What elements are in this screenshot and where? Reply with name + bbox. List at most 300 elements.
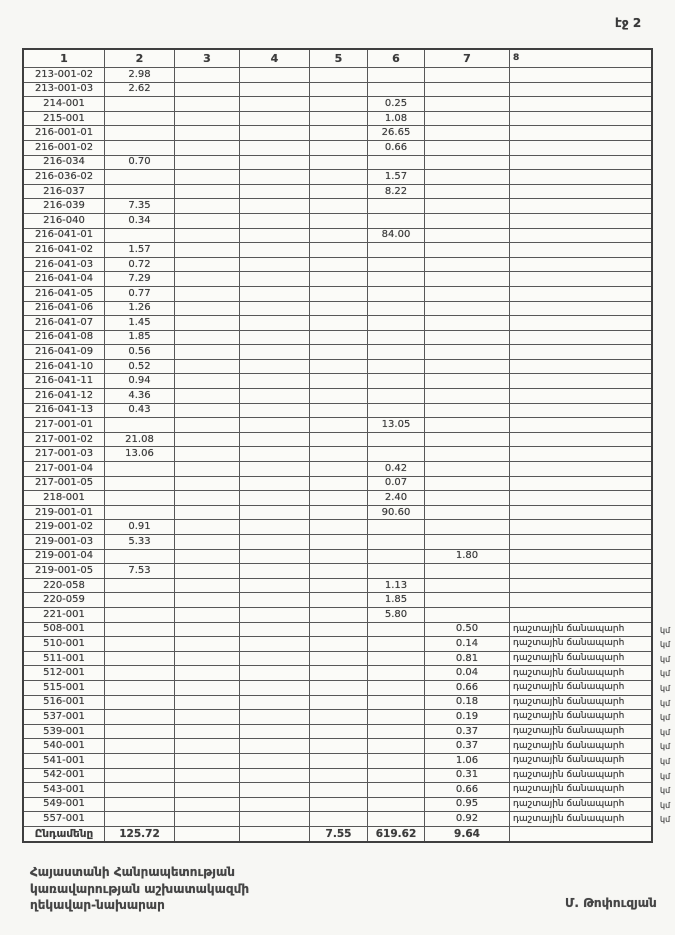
table-row [24, 491, 651, 506]
cell-col4 [240, 637, 310, 651]
table-row [24, 331, 651, 346]
header-cell: 2 [105, 50, 175, 67]
cell-code: 216-037 [24, 185, 105, 199]
cell-col5 [310, 97, 368, 111]
cell-col2: 7.53 [105, 564, 175, 578]
cell-col7 [425, 374, 510, 388]
cell-col6 [368, 199, 425, 213]
cell-col2: 0.52 [105, 360, 175, 374]
header-cell: 3 [175, 50, 240, 67]
table-row [24, 389, 651, 404]
cell-col4 [240, 374, 310, 388]
table-row [24, 696, 671, 711]
table-row [24, 404, 651, 419]
cell-code: 213-001-02 [24, 68, 105, 82]
cell-col8: դաշտային ճանապարհ [513, 784, 625, 795]
table-row [24, 535, 651, 550]
cell-col4 [240, 360, 310, 374]
cell-code: 516-001 [24, 696, 105, 710]
cell-col7 [425, 579, 510, 593]
cell-col3 [175, 477, 240, 491]
cell-col6: 1.08 [368, 112, 425, 126]
cell-col2 [105, 462, 175, 476]
cell-col7 [425, 83, 510, 97]
cell-col6 [368, 652, 425, 666]
cell-col2 [105, 623, 175, 637]
cell-col4 [240, 725, 310, 739]
cell-code: 216-041-12 [24, 389, 105, 403]
cell-col4 [240, 754, 310, 768]
cell-col4 [240, 783, 310, 797]
cell-col6 [368, 404, 425, 418]
cell-col8 [510, 229, 651, 243]
cell-col4 [240, 739, 310, 753]
cell-col8: դաշտային ճանապարհ [513, 711, 625, 722]
cell-col5 [310, 666, 368, 680]
cell-col8: դաշտային ճանապարհ [513, 740, 625, 751]
cell-col5 [310, 418, 368, 432]
footer-org [30, 864, 249, 914]
cell-col8 [510, 345, 651, 359]
cell-code: 216-041-05 [24, 287, 105, 301]
cell-col6 [368, 623, 425, 637]
cell-col7 [425, 506, 510, 520]
cell-col6: 2.40 [368, 491, 425, 505]
cell-col4 [240, 433, 310, 447]
cell-col7 [425, 287, 510, 301]
cell-col8 [510, 360, 651, 374]
cell-col2 [105, 593, 175, 607]
cell-col4 [240, 477, 310, 491]
cell-col2: 5.33 [105, 535, 175, 549]
cell-col3 [175, 798, 240, 812]
cell-col3 [175, 520, 240, 534]
row-margin-note: կմ [660, 683, 671, 693]
cell-col4 [240, 345, 310, 359]
cell-col6: 13.05 [368, 418, 425, 432]
cell-col7: 0.37 [425, 725, 510, 739]
cell-col2 [105, 506, 175, 520]
cell-col2 [105, 666, 175, 680]
cell-col7: 0.18 [425, 696, 510, 710]
table-row [24, 302, 651, 317]
cell-col5 [310, 447, 368, 461]
cell-col5 [310, 302, 368, 316]
cell-col2: 4.36 [105, 389, 175, 403]
cell-col8 [510, 68, 651, 82]
cell-col4 [240, 798, 310, 812]
cell-code: 219-001-05 [24, 564, 105, 578]
cell-col4 [240, 550, 310, 564]
cell-code: 512-001 [24, 666, 105, 680]
cell-col2 [105, 754, 175, 768]
table-row [24, 608, 651, 623]
data-table [22, 48, 671, 843]
cell-col8: դաշտային ճանապարհ [513, 667, 625, 678]
cell-col4 [240, 126, 310, 140]
cell-col3 [175, 374, 240, 388]
cell-col8 [510, 243, 651, 257]
cell-col8: դաշտային ճանապարհ [513, 769, 625, 780]
cell-col8 [510, 433, 651, 447]
cell-col2 [105, 112, 175, 126]
cell-col6 [368, 550, 425, 564]
cell-code: 217-001-05 [24, 477, 105, 491]
cell-code: 218-001 [24, 491, 105, 505]
cell-code: 216-041-03 [24, 258, 105, 272]
cell-col8 [510, 579, 651, 593]
cell-col6 [368, 331, 425, 345]
cell-col3 [175, 666, 240, 680]
table-row [24, 112, 651, 127]
cell-col8 [510, 126, 651, 140]
cell-col8 [510, 302, 651, 316]
cell-col5 [310, 316, 368, 330]
cell-col6: 619.62 [368, 827, 425, 842]
cell-col5 [310, 564, 368, 578]
cell-col8: դաշտային ճանապարհ [513, 813, 625, 824]
table-row [24, 345, 651, 360]
cell-col6 [368, 520, 425, 534]
table-row [24, 623, 671, 638]
cell-col5 [310, 272, 368, 286]
cell-col8: դաշտային ճանապարհ [513, 638, 625, 649]
cell-col8 [510, 214, 651, 228]
cell-col7 [425, 112, 510, 126]
cell-col5 [310, 579, 368, 593]
cell-col6 [368, 302, 425, 316]
cell-col2: 7.35 [105, 199, 175, 213]
cell-col8 [510, 593, 651, 607]
cell-col4 [240, 462, 310, 476]
cell-col7 [425, 243, 510, 257]
table-row [24, 593, 651, 608]
table-row [24, 462, 651, 477]
cell-code: 221-001 [24, 608, 105, 622]
cell-col2 [105, 783, 175, 797]
cell-col3 [175, 68, 240, 82]
header-cell: 8 [513, 53, 520, 63]
cell-col7 [425, 345, 510, 359]
cell-col3 [175, 462, 240, 476]
cell-col4 [240, 812, 310, 826]
table-row [24, 229, 651, 244]
cell-col8 [510, 272, 651, 286]
cell-col8 [510, 404, 651, 418]
cell-code: 539-001 [24, 725, 105, 739]
cell-col3 [175, 272, 240, 286]
cell-col5 [310, 681, 368, 695]
cell-col2: 13.06 [105, 447, 175, 461]
row-margin-note: կմ [660, 800, 671, 810]
cell-col5 [310, 739, 368, 753]
cell-col4 [240, 185, 310, 199]
cell-col2 [105, 725, 175, 739]
cell-code: 220-058 [24, 579, 105, 593]
cell-col5 [310, 783, 368, 797]
cell-col2 [105, 769, 175, 783]
cell-col7 [425, 418, 510, 432]
cell-code: 511-001 [24, 652, 105, 666]
cell-col8: դաշտային ճանապարհ [513, 696, 625, 707]
row-margin-note: կմ [660, 669, 671, 679]
cell-col5 [310, 652, 368, 666]
table-row [24, 433, 651, 448]
cell-col5 [310, 258, 368, 272]
cell-col3 [175, 652, 240, 666]
cell-col3 [175, 637, 240, 651]
cell-col4 [240, 258, 310, 272]
cell-col8 [510, 520, 651, 534]
cell-col2: 125.72 [105, 827, 175, 842]
cell-col6 [368, 637, 425, 651]
cell-col7 [425, 404, 510, 418]
cell-col3 [175, 550, 240, 564]
cell-col4 [240, 579, 310, 593]
table-row [24, 739, 671, 754]
cell-col3 [175, 360, 240, 374]
cell-col7: 0.31 [425, 769, 510, 783]
cell-col6 [368, 535, 425, 549]
cell-col2 [105, 710, 175, 724]
table-row [24, 637, 671, 652]
cell-col8 [510, 447, 651, 461]
table-row [24, 418, 651, 433]
cell-col7: 0.50 [425, 623, 510, 637]
table-row [24, 725, 671, 740]
cell-col4 [240, 535, 310, 549]
cell-code: Ընդամենը [24, 827, 105, 842]
cell-col6: 1.57 [368, 170, 425, 184]
page-label: էջ 2 [615, 16, 642, 30]
cell-col5 [310, 156, 368, 170]
cell-col3 [175, 783, 240, 797]
cell-col7 [425, 199, 510, 213]
cell-col6 [368, 710, 425, 724]
cell-col2: 2.62 [105, 83, 175, 97]
cell-col6 [368, 243, 425, 257]
cell-col7 [425, 433, 510, 447]
cell-col5 [310, 608, 368, 622]
cell-col4 [240, 491, 310, 505]
cell-col5 [310, 83, 368, 97]
cell-col8 [510, 535, 651, 549]
cell-col4 [240, 83, 310, 97]
cell-col7: 0.66 [425, 783, 510, 797]
cell-col8 [510, 141, 651, 155]
cell-col7 [425, 564, 510, 578]
cell-col3 [175, 491, 240, 505]
table-row [24, 754, 671, 769]
cell-col2: 0.72 [105, 258, 175, 272]
cell-col5 [310, 374, 368, 388]
cell-code: 220-059 [24, 593, 105, 607]
cell-col6: 0.25 [368, 97, 425, 111]
cell-col3 [175, 345, 240, 359]
cell-col5 [310, 798, 368, 812]
cell-col6 [368, 564, 425, 578]
cell-col7 [425, 593, 510, 607]
cell-col3 [175, 535, 240, 549]
cell-col5 [310, 345, 368, 359]
cell-col2 [105, 696, 175, 710]
cell-col3 [175, 199, 240, 213]
cell-code: 508-001 [24, 623, 105, 637]
cell-col7 [425, 156, 510, 170]
table-row [24, 769, 671, 784]
cell-code: 219-001-03 [24, 535, 105, 549]
cell-col4 [240, 623, 310, 637]
header-cell: 6 [368, 50, 425, 67]
cell-col7 [425, 68, 510, 82]
cell-col2: 0.43 [105, 404, 175, 418]
table-row [24, 374, 651, 389]
cell-col6: 0.66 [368, 141, 425, 155]
header-cell: 4 [240, 50, 310, 67]
cell-code: 510-001 [24, 637, 105, 651]
cell-col5 [310, 754, 368, 768]
cell-col5 [310, 287, 368, 301]
cell-col6 [368, 769, 425, 783]
cell-col2 [105, 229, 175, 243]
cell-col5 [310, 506, 368, 520]
cell-col5 [310, 710, 368, 724]
cell-col7: 0.19 [425, 710, 510, 724]
cell-col4 [240, 506, 310, 520]
cell-col2 [105, 798, 175, 812]
cell-col4 [240, 331, 310, 345]
cell-col5 [310, 462, 368, 476]
cell-code: 216-041-08 [24, 331, 105, 345]
cell-col2 [105, 418, 175, 432]
cell-col3 [175, 418, 240, 432]
cell-col7 [425, 331, 510, 345]
cell-col2 [105, 141, 175, 155]
cell-col7 [425, 447, 510, 461]
cell-col2 [105, 637, 175, 651]
cell-col4 [240, 681, 310, 695]
cell-col7 [425, 141, 510, 155]
cell-col2 [105, 652, 175, 666]
cell-col5 [310, 141, 368, 155]
table-header-row [24, 50, 651, 68]
cell-col4 [240, 272, 310, 286]
cell-col4 [240, 316, 310, 330]
cell-col6: 26.65 [368, 126, 425, 140]
cell-col5 [310, 637, 368, 651]
cell-col8 [510, 389, 651, 403]
cell-col4 [240, 593, 310, 607]
cell-col3 [175, 769, 240, 783]
cell-col7 [425, 491, 510, 505]
cell-code: 217-001-01 [24, 418, 105, 432]
cell-col4 [240, 170, 310, 184]
cell-col2 [105, 477, 175, 491]
cell-col4 [240, 827, 310, 842]
cell-col3 [175, 579, 240, 593]
cell-col3 [175, 447, 240, 461]
cell-col3 [175, 754, 240, 768]
cell-code: 216-036-02 [24, 170, 105, 184]
cell-col3 [175, 812, 240, 826]
cell-col6 [368, 754, 425, 768]
table-row [24, 447, 651, 462]
cell-col8: դաշտային ճանապարհ [513, 682, 625, 693]
cell-col3 [175, 83, 240, 97]
cell-col5 [310, 725, 368, 739]
cell-code: 216-041-13 [24, 404, 105, 418]
cell-col4 [240, 447, 310, 461]
table-row [24, 564, 651, 579]
cell-col8 [510, 491, 651, 505]
cell-code: 515-001 [24, 681, 105, 695]
table-row [24, 68, 651, 83]
cell-code: 214-001 [24, 97, 105, 111]
cell-col6 [368, 83, 425, 97]
cell-col5 [310, 170, 368, 184]
cell-code: 549-001 [24, 798, 105, 812]
cell-col2: 0.94 [105, 374, 175, 388]
cell-col3 [175, 725, 240, 739]
table-row [24, 520, 651, 535]
table-row [24, 550, 651, 565]
cell-col7 [425, 170, 510, 184]
cell-col6 [368, 374, 425, 388]
footer-org-line3: ղեկավար-նախարար [30, 898, 165, 912]
cell-code: 213-001-03 [24, 83, 105, 97]
cell-col2 [105, 97, 175, 111]
cell-col2 [105, 681, 175, 695]
row-margin-note: կմ [660, 786, 671, 796]
cell-col3 [175, 185, 240, 199]
cell-col7: 1.06 [425, 754, 510, 768]
cell-col4 [240, 112, 310, 126]
cell-col2 [105, 608, 175, 622]
cell-col8 [510, 170, 651, 184]
cell-col8 [510, 564, 651, 578]
cell-code: 216-040 [24, 214, 105, 228]
cell-col4 [240, 389, 310, 403]
table-row [24, 579, 651, 594]
cell-col5: 7.55 [310, 827, 368, 842]
cell-col8 [510, 550, 651, 564]
cell-col2 [105, 126, 175, 140]
cell-code: 219-001-02 [24, 520, 105, 534]
cell-col7 [425, 462, 510, 476]
cell-code: 219-001-04 [24, 550, 105, 564]
cell-col8 [510, 156, 651, 170]
cell-col7 [425, 477, 510, 491]
cell-col4 [240, 696, 310, 710]
cell-code: 216-041-07 [24, 316, 105, 330]
table-row [24, 214, 651, 229]
cell-col6 [368, 316, 425, 330]
table-row [24, 798, 671, 813]
cell-col4 [240, 302, 310, 316]
cell-code: 216-041-04 [24, 272, 105, 286]
table-row [24, 156, 651, 171]
table-row [24, 126, 651, 141]
row-margin-note: կմ [660, 742, 671, 752]
header-cell: 1 [24, 50, 105, 67]
row-margin-note: կմ [660, 625, 671, 635]
cell-col8: դաշտային ճանապարհ [513, 726, 625, 737]
cell-col3 [175, 827, 240, 842]
cell-col5 [310, 812, 368, 826]
cell-col2: 0.34 [105, 214, 175, 228]
cell-col2: 1.85 [105, 331, 175, 345]
cell-code: 216-041-10 [24, 360, 105, 374]
